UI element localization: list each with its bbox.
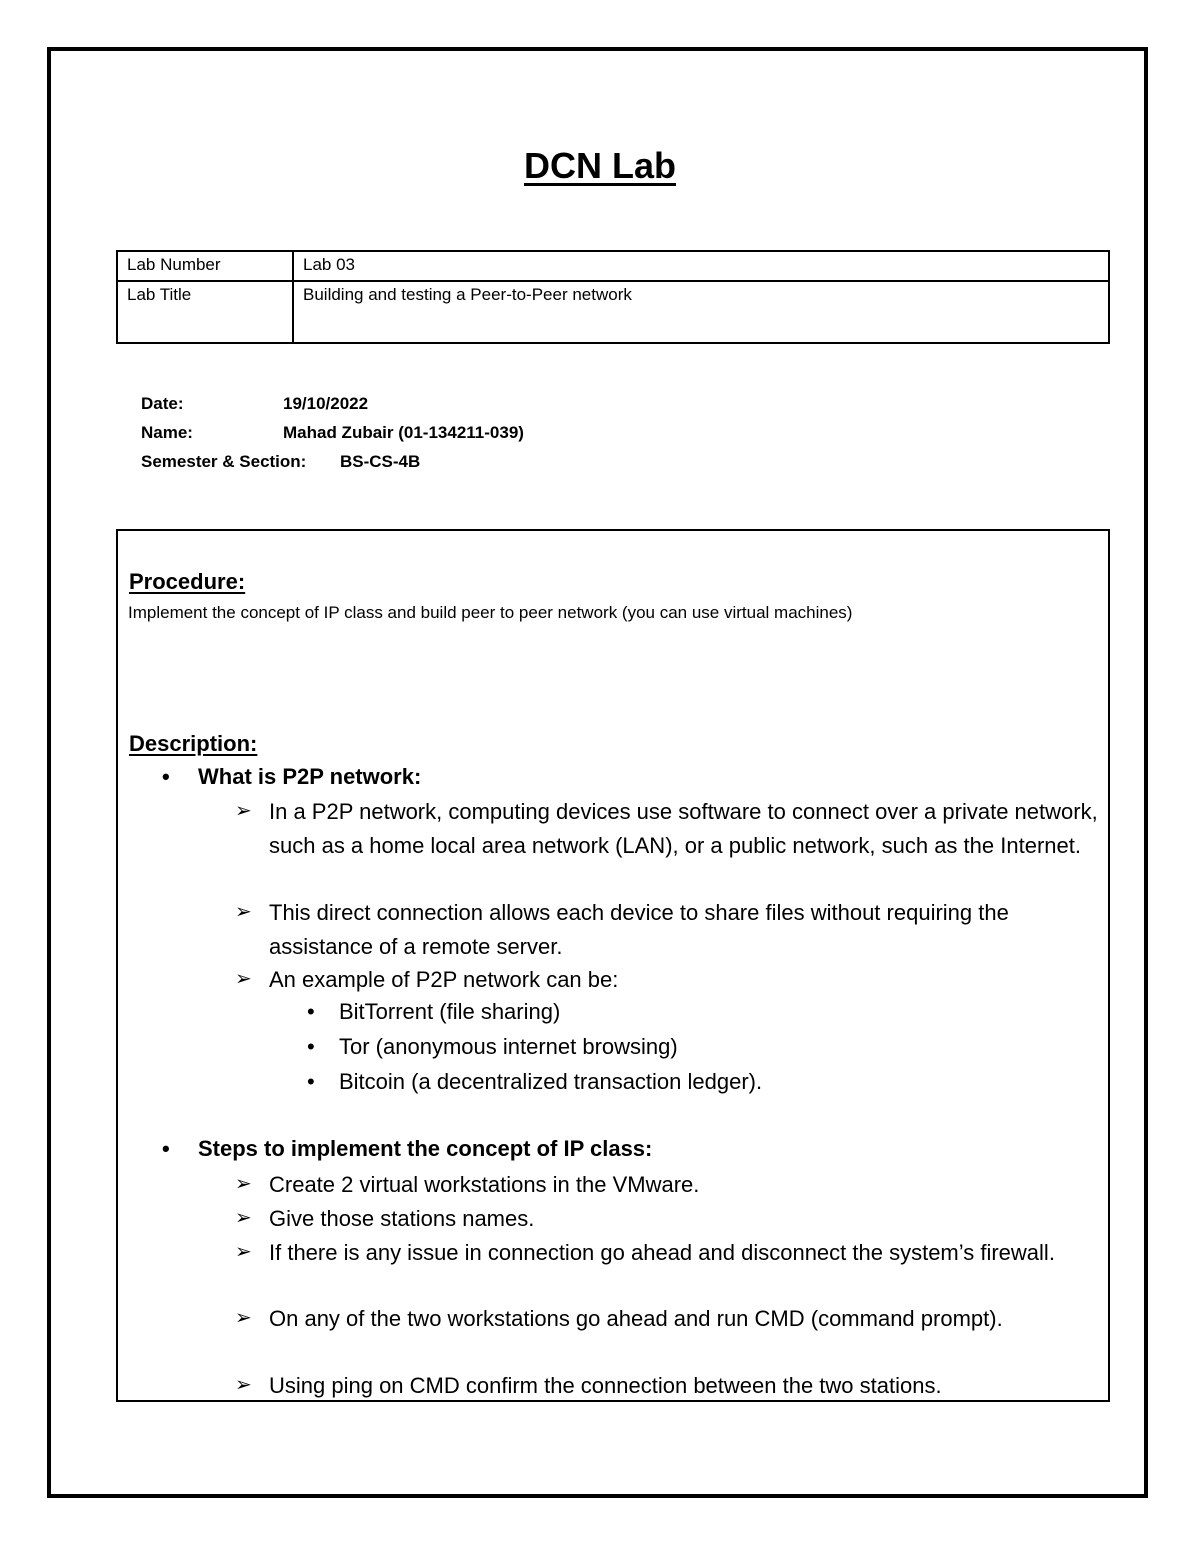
- section-title-steps: [162, 1136, 653, 1162]
- bullet-icon: •: [307, 1069, 315, 1094]
- list-item-text: Using ping on CMD confirm the connection between the two stations.: [269, 1373, 942, 1398]
- list-item-text: Create 2 virtual workstations in the VMware.: [269, 1172, 700, 1197]
- sub-list-item: [307, 1069, 763, 1095]
- list-item: [235, 1202, 1099, 1236]
- procedure-text: Implement the concept of IP class and build peer to peer network (you can use virtual machines): [128, 603, 853, 622]
- description-heading: Description:: [129, 731, 258, 756]
- list-item: [235, 795, 1099, 862]
- list-item: [235, 1236, 1099, 1270]
- section-title-text: Steps to implement the concept of IP class:: [198, 1136, 653, 1161]
- list-item-text: An example of P2P network can be:: [269, 967, 619, 992]
- name-value: Mahad Zubair (01-134211-039): [283, 423, 524, 442]
- sub-list-item: [307, 999, 561, 1025]
- table-row: [117, 251, 1109, 281]
- bullet-icon: •: [307, 999, 315, 1024]
- arrow-bullet-icon: ➢: [235, 800, 252, 822]
- list-item-text: In a P2P network, computing devices use software to connect over a private network, such as a home local area network (LAN), or a public network, such as the Internet.: [269, 799, 1098, 858]
- list-item: [235, 1302, 1099, 1336]
- date-value: 19/10/2022: [283, 394, 369, 413]
- arrow-bullet-icon: ➢: [235, 1307, 252, 1329]
- lab-number-value: Lab 03: [293, 251, 1109, 281]
- arrow-bullet-icon: ➢: [235, 1374, 252, 1396]
- list-item: [235, 896, 1099, 963]
- bullet-icon: •: [162, 1136, 170, 1161]
- lab-info-table: [116, 250, 1110, 344]
- section-value: BS-CS-4B: [340, 452, 421, 471]
- section-title-p2p: [162, 764, 422, 790]
- section-title-text: What is P2P network:: [198, 764, 422, 789]
- list-item-text: This direct connection allows each device to share files without requiring the assistance of a remote server.: [269, 900, 1009, 959]
- arrow-bullet-icon: ➢: [235, 901, 252, 923]
- arrow-bullet-icon: ➢: [235, 1173, 252, 1195]
- bullet-icon: •: [307, 1034, 315, 1059]
- bullet-icon: •: [162, 764, 170, 789]
- list-item: [235, 963, 1099, 997]
- sub-list-item-text: Bitcoin (a decentralized transaction ledger).: [339, 1069, 763, 1094]
- name-label: Name:: [141, 423, 193, 442]
- sub-list-item-text: Tor (anonymous internet browsing): [339, 1034, 678, 1059]
- list-item-text: If there is any issue in connection go ahead and disconnect the system’s firewall.: [269, 1240, 1055, 1265]
- lab-number-label: Lab Number: [117, 251, 293, 281]
- arrow-bullet-icon: ➢: [235, 1241, 252, 1263]
- document-title: DCN Lab: [524, 145, 676, 186]
- section-label: Semester & Section:: [141, 452, 307, 471]
- table-row: [117, 281, 1109, 343]
- sub-list-item-text: BitTorrent (file sharing): [339, 999, 561, 1024]
- lab-title-value: Building and testing a Peer-to-Peer network: [293, 281, 1109, 343]
- procedure-heading: Procedure:: [129, 569, 246, 594]
- lab-title-label: Lab Title: [117, 281, 293, 343]
- sub-list-item: [307, 1034, 678, 1060]
- arrow-bullet-icon: ➢: [235, 968, 252, 990]
- content-box: [116, 529, 1110, 1402]
- list-item-text: Give those stations names.: [269, 1206, 535, 1231]
- list-item: [235, 1168, 1099, 1202]
- list-item: [235, 1369, 1099, 1403]
- arrow-bullet-icon: ➢: [235, 1207, 252, 1229]
- date-label: Date:: [141, 394, 184, 413]
- list-item-text: On any of the two workstations go ahead and run CMD (command prompt).: [269, 1306, 1003, 1331]
